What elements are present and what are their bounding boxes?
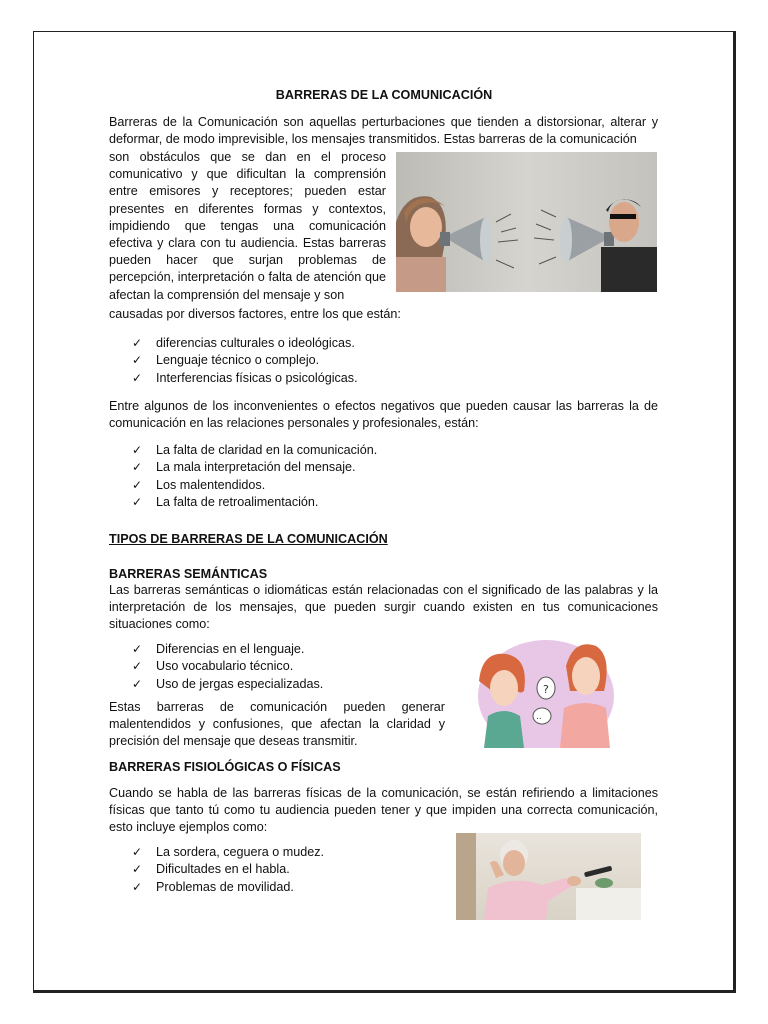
list-item: ✓ La sordera, ceguera o mudez. xyxy=(132,844,324,861)
svg-text:..: .. xyxy=(536,712,542,722)
effects-list xyxy=(132,442,377,512)
check-icon: ✓ xyxy=(132,336,143,350)
svg-text:?: ? xyxy=(543,683,549,696)
list-item: ✓ La mala interpretación del mensaje. xyxy=(132,459,377,476)
semantic-after: Estas barreras de comunicación pueden generar malentendidos y confusiones, que afectan la claridad y precisión del mensaje que deseas transmitir. xyxy=(109,700,445,749)
semantic-list xyxy=(132,641,323,693)
effects-intro: Entre algunos de los inconvenientes o efectos negativos que pueden causar las barreras la de comunicación en las relaciones personales y profesionales, están: xyxy=(109,399,658,431)
conversation-illustration xyxy=(474,636,616,748)
list-item: ✓ diferencias culturales o ideológicas. xyxy=(132,335,358,352)
physical-text: Cuando se habla de las barreras físicas de la comunicación, se están refiriendo a limitaciones físicas que tanto tú como tu audiencia pueden tener y que impiden una correcta comunicación, esto incluye ejemplos como: xyxy=(109,786,658,835)
list-item: ✓ La falta de retroalimentación. xyxy=(132,494,377,511)
physical-list xyxy=(132,844,324,896)
elderly-woman-photo xyxy=(456,833,641,920)
list-item: ✓ Uso vocabulario técnico. xyxy=(132,658,323,675)
check-icon: ✓ xyxy=(132,642,143,656)
list-item: ✓ Diferencias en el lenguaje. xyxy=(132,641,323,658)
check-icon: ✓ xyxy=(132,460,143,475)
list-item: ✓ Uso de jergas especializadas. xyxy=(132,676,323,693)
page-title: BARRERAS DE LA COMUNICACIÓN xyxy=(275,88,493,102)
check-icon: ✓ xyxy=(132,879,143,894)
list-item: ✓ Lenguaje técnico o complejo. xyxy=(132,352,358,369)
factors-list xyxy=(132,335,358,387)
semantic-text: Las barreras semánticas o idiomáticas están relacionadas con el significado de las palabras y la interpretación de los mensajes, que pueden surgir cuando existen en tus comunicaciones situaciones como: xyxy=(109,583,658,632)
semantic-title: BARRERAS SEMÁNTICAS xyxy=(109,567,268,581)
list-item: ✓ Problemas de movilidad. xyxy=(132,879,324,896)
list-item: ✓ Interferencias físicas o psicológicas. xyxy=(132,370,358,387)
list-item: ✓ Los malentendidos. xyxy=(132,477,377,494)
check-icon: ✓ xyxy=(132,477,143,492)
check-icon: ✓ xyxy=(132,443,143,457)
check-icon: ✓ xyxy=(132,495,143,510)
check-icon: ✓ xyxy=(132,676,143,691)
intro-wrapped: son obstáculos que se dan en el proceso comunicativo y que dificultan la comprensión entre emisores y receptores; pueden estar presentes en diferentes formas y contextos, impidiendo que tengas una comunicación efectiva y clara con tu audiencia. Estas barreras pueden hacer que surjan problemas de percepción, interpretación o falta de atención que afectan la comprensión del mensaje y son xyxy=(109,150,386,302)
check-icon: ✓ xyxy=(132,862,143,877)
check-icon: ✓ xyxy=(132,659,143,674)
list-item: ✓ Dificultades en el habla. xyxy=(132,861,324,878)
check-icon: ✓ xyxy=(132,845,143,859)
list-item: ✓ La falta de claridad en la comunicación. xyxy=(132,442,377,459)
types-title: TIPOS DE BARRERAS DE LA COMUNICACIÓN xyxy=(109,532,388,546)
check-icon: ✓ xyxy=(132,353,143,368)
intro-line: Barreras de la Comunicación son aquellas perturbaciones que tienden a distorsionar, alterar y deformar, de modo imprevisible, los mensajes transmitidos. Estas barreras de la comunicación xyxy=(109,115,658,147)
megaphones-image xyxy=(396,152,657,292)
intro-tail: causadas por diversos factores, entre los que están: xyxy=(109,307,401,321)
check-icon: ✓ xyxy=(132,370,143,385)
physical-title: BARRERAS FISIOLÓGICAS O FÍSICAS xyxy=(109,760,341,774)
